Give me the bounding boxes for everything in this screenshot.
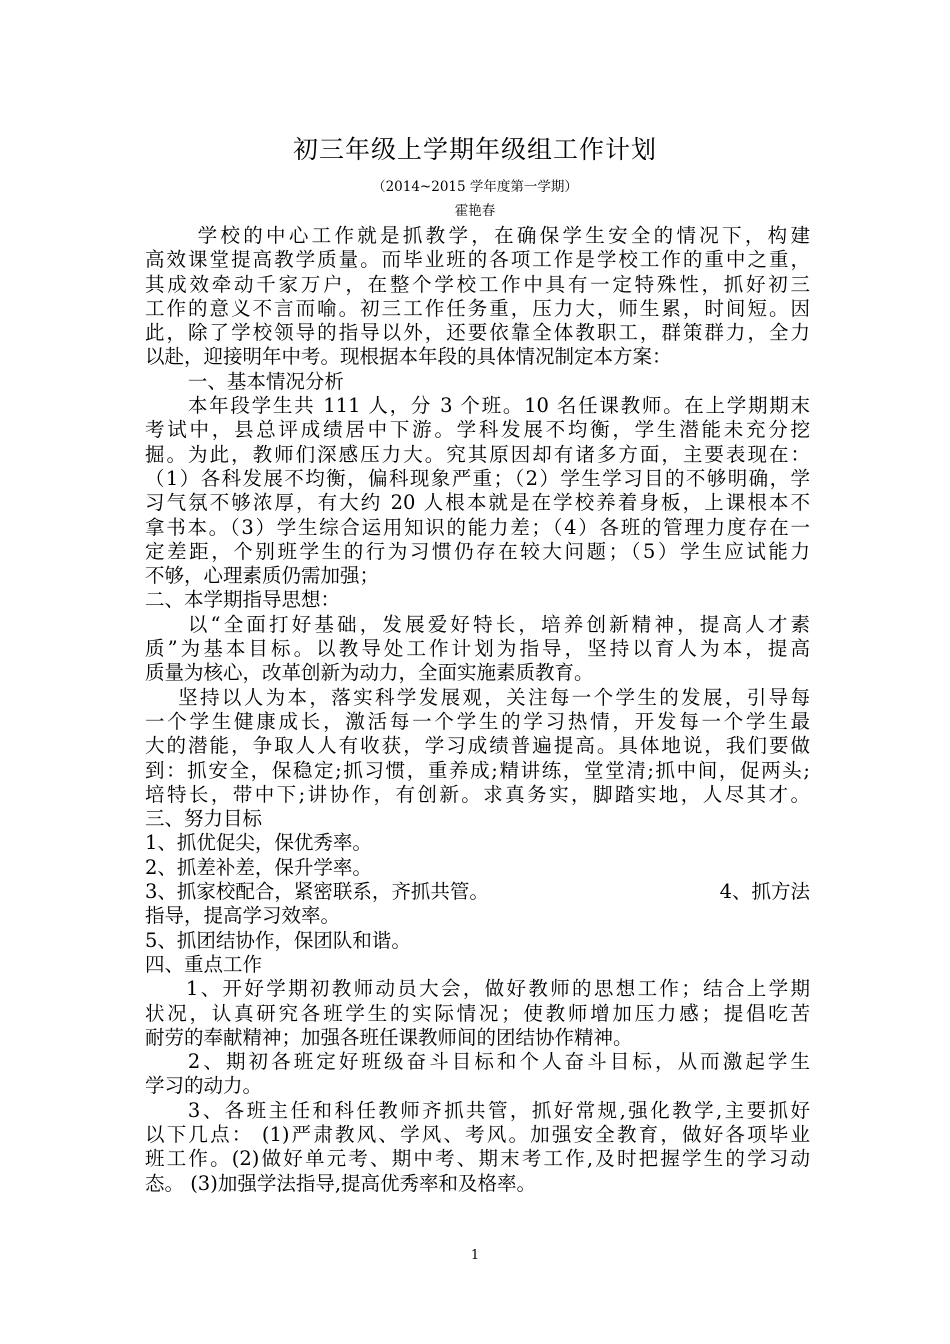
- text-line: 工作的意义不言而喻。初三工作任务重，压力大，师生累，时间短。因: [145, 296, 810, 320]
- text-line: 本年段学生共 111 人，分 3 个班。10 名任课教师。在上学期期末: [187, 394, 810, 418]
- text-line: 其成效牵动千家万户，在整个学校工作中具有一定特殊性，抓好初三: [145, 272, 810, 296]
- document-subtitle: （2014~2015 学年度第一学期）: [372, 179, 578, 195]
- text-line: 培特长，带中下;讲协作，有创新。求真务实，脚踏实地，人尽其才。: [145, 782, 810, 806]
- text-line: 掘。为此，教师们深感压力大。究其原因却有诸多方面，主要表现在：: [145, 442, 810, 466]
- text-line: 指导，提高学习效率。: [145, 904, 341, 928]
- text-line: 到：抓安全，保稳定;抓习惯，重养成;精讲练，堂堂清;抓中间，促两头;: [145, 758, 810, 782]
- text-line: 大的潜能，争取人人有收获，学习成绩普遍提高。具体地说，我们要做: [145, 734, 810, 758]
- document-body: [145, 224, 810, 1196]
- text-line: 四、重点工作: [145, 952, 263, 976]
- text-line: 坚持以人为本，落实科学发展观，关注每一个学生的发展，引导每: [178, 685, 810, 709]
- text-line: 1、抓优促尖，保优秀率。: [145, 831, 372, 855]
- text-line: 习气氛不够浓厚，有大约 20 人根本就是在学校养着身板，上课根本不: [145, 491, 810, 515]
- text-line: 3、各班主任和科任教师齐抓共管，抓好常规,强化教学,主要抓好: [187, 1098, 810, 1122]
- text-line: 态。 (3)加强学法指导,提高优秀率和及格率。: [145, 1171, 537, 1195]
- text-line: 班工作。(2)做好单元考、期中考、期末考工作,及时把握学生的学习动: [145, 1147, 810, 1171]
- page-number: 1: [470, 1248, 480, 1263]
- text-line: 质量为核心，改革创新为动力，全面实施素质教育。: [145, 661, 594, 685]
- text-line: 以“全面打好基础，发展爱好特长，培养创新精神，提高人才素: [187, 612, 810, 636]
- text-line: （1）各科发展不均衡，偏科现象严重；（2）学生学习目的不够明确，学: [145, 466, 810, 490]
- document-title: 初三年级上学期年级组工作计划: [292, 135, 657, 164]
- text-line-left: 3、抓家校配合，紧密联系，齐抓共管。: [145, 880, 489, 904]
- text-line: 二、本学期指导思想：: [145, 588, 341, 612]
- text-line: 学习的动力。: [145, 1074, 263, 1098]
- text-line: 拿书本。（3）学生综合运用知识的能力差；（4）各班的管理力度存在一: [145, 515, 810, 539]
- text-line-right: 4、抓方法: [719, 880, 810, 904]
- text-line: 不够，心理素质仍需加强；: [145, 564, 380, 588]
- text-line: 考试中，县总评成绩居中下游。学科发展不均衡，学生潜能未充分挖: [145, 418, 810, 442]
- text-line: 1、开好学期初教师动员大会，做好教师的思想工作；结合上学期: [185, 977, 810, 1001]
- text-line: 状况，认真研究各班学生的实际情况；使教师增加压力感；提倡吃苦: [145, 1001, 810, 1025]
- text-line: 一、基本情况分析: [187, 369, 344, 393]
- text-line: 2、抓差补差，保升学率。: [145, 855, 372, 879]
- text-line: 高效课堂提高教学质量。而毕业班的各项工作是学校工作的重中之重，: [145, 248, 810, 272]
- text-line: 2、期初各班定好班级奋斗目标和个人奋斗目标，从而激起学生: [187, 1050, 810, 1074]
- text-line: 以赴，迎接明年中考。现根据本年段的具体情况制定本方案：: [145, 345, 672, 369]
- text-line: 学校的中心工作就是抓教学，在确保学生安全的情况下，构建: [197, 224, 810, 247]
- text-line: 三、努力目标: [145, 807, 263, 831]
- text-line: 5、抓团结协作，保团队和谐。: [145, 928, 411, 952]
- document-author: 霍艳春: [454, 203, 496, 219]
- text-line: 定差距，个别班学生的行为习惯仍存在较大问题；（5）学生应试能力: [145, 539, 810, 563]
- text-line: 以下几点： (1)严肃教风、学风、考风。加强安全教育，做好各项毕业: [145, 1122, 810, 1146]
- text-line: 质”为基本目标。以教导处工作计划为指导，坚持以育人为本，提高: [145, 637, 810, 661]
- text-line: 此，除了学校领导的指导以外，还要依靠全体教职工，群策群力，全力: [145, 321, 810, 345]
- text-line: 耐劳的奉献精神；加强各班任课教师间的团结协作精神。: [145, 1025, 633, 1049]
- text-line: [145, 880, 810, 904]
- text-line: 一个学生健康成长，激活每一个学生的学习热情，开发每一个学生最: [145, 709, 810, 733]
